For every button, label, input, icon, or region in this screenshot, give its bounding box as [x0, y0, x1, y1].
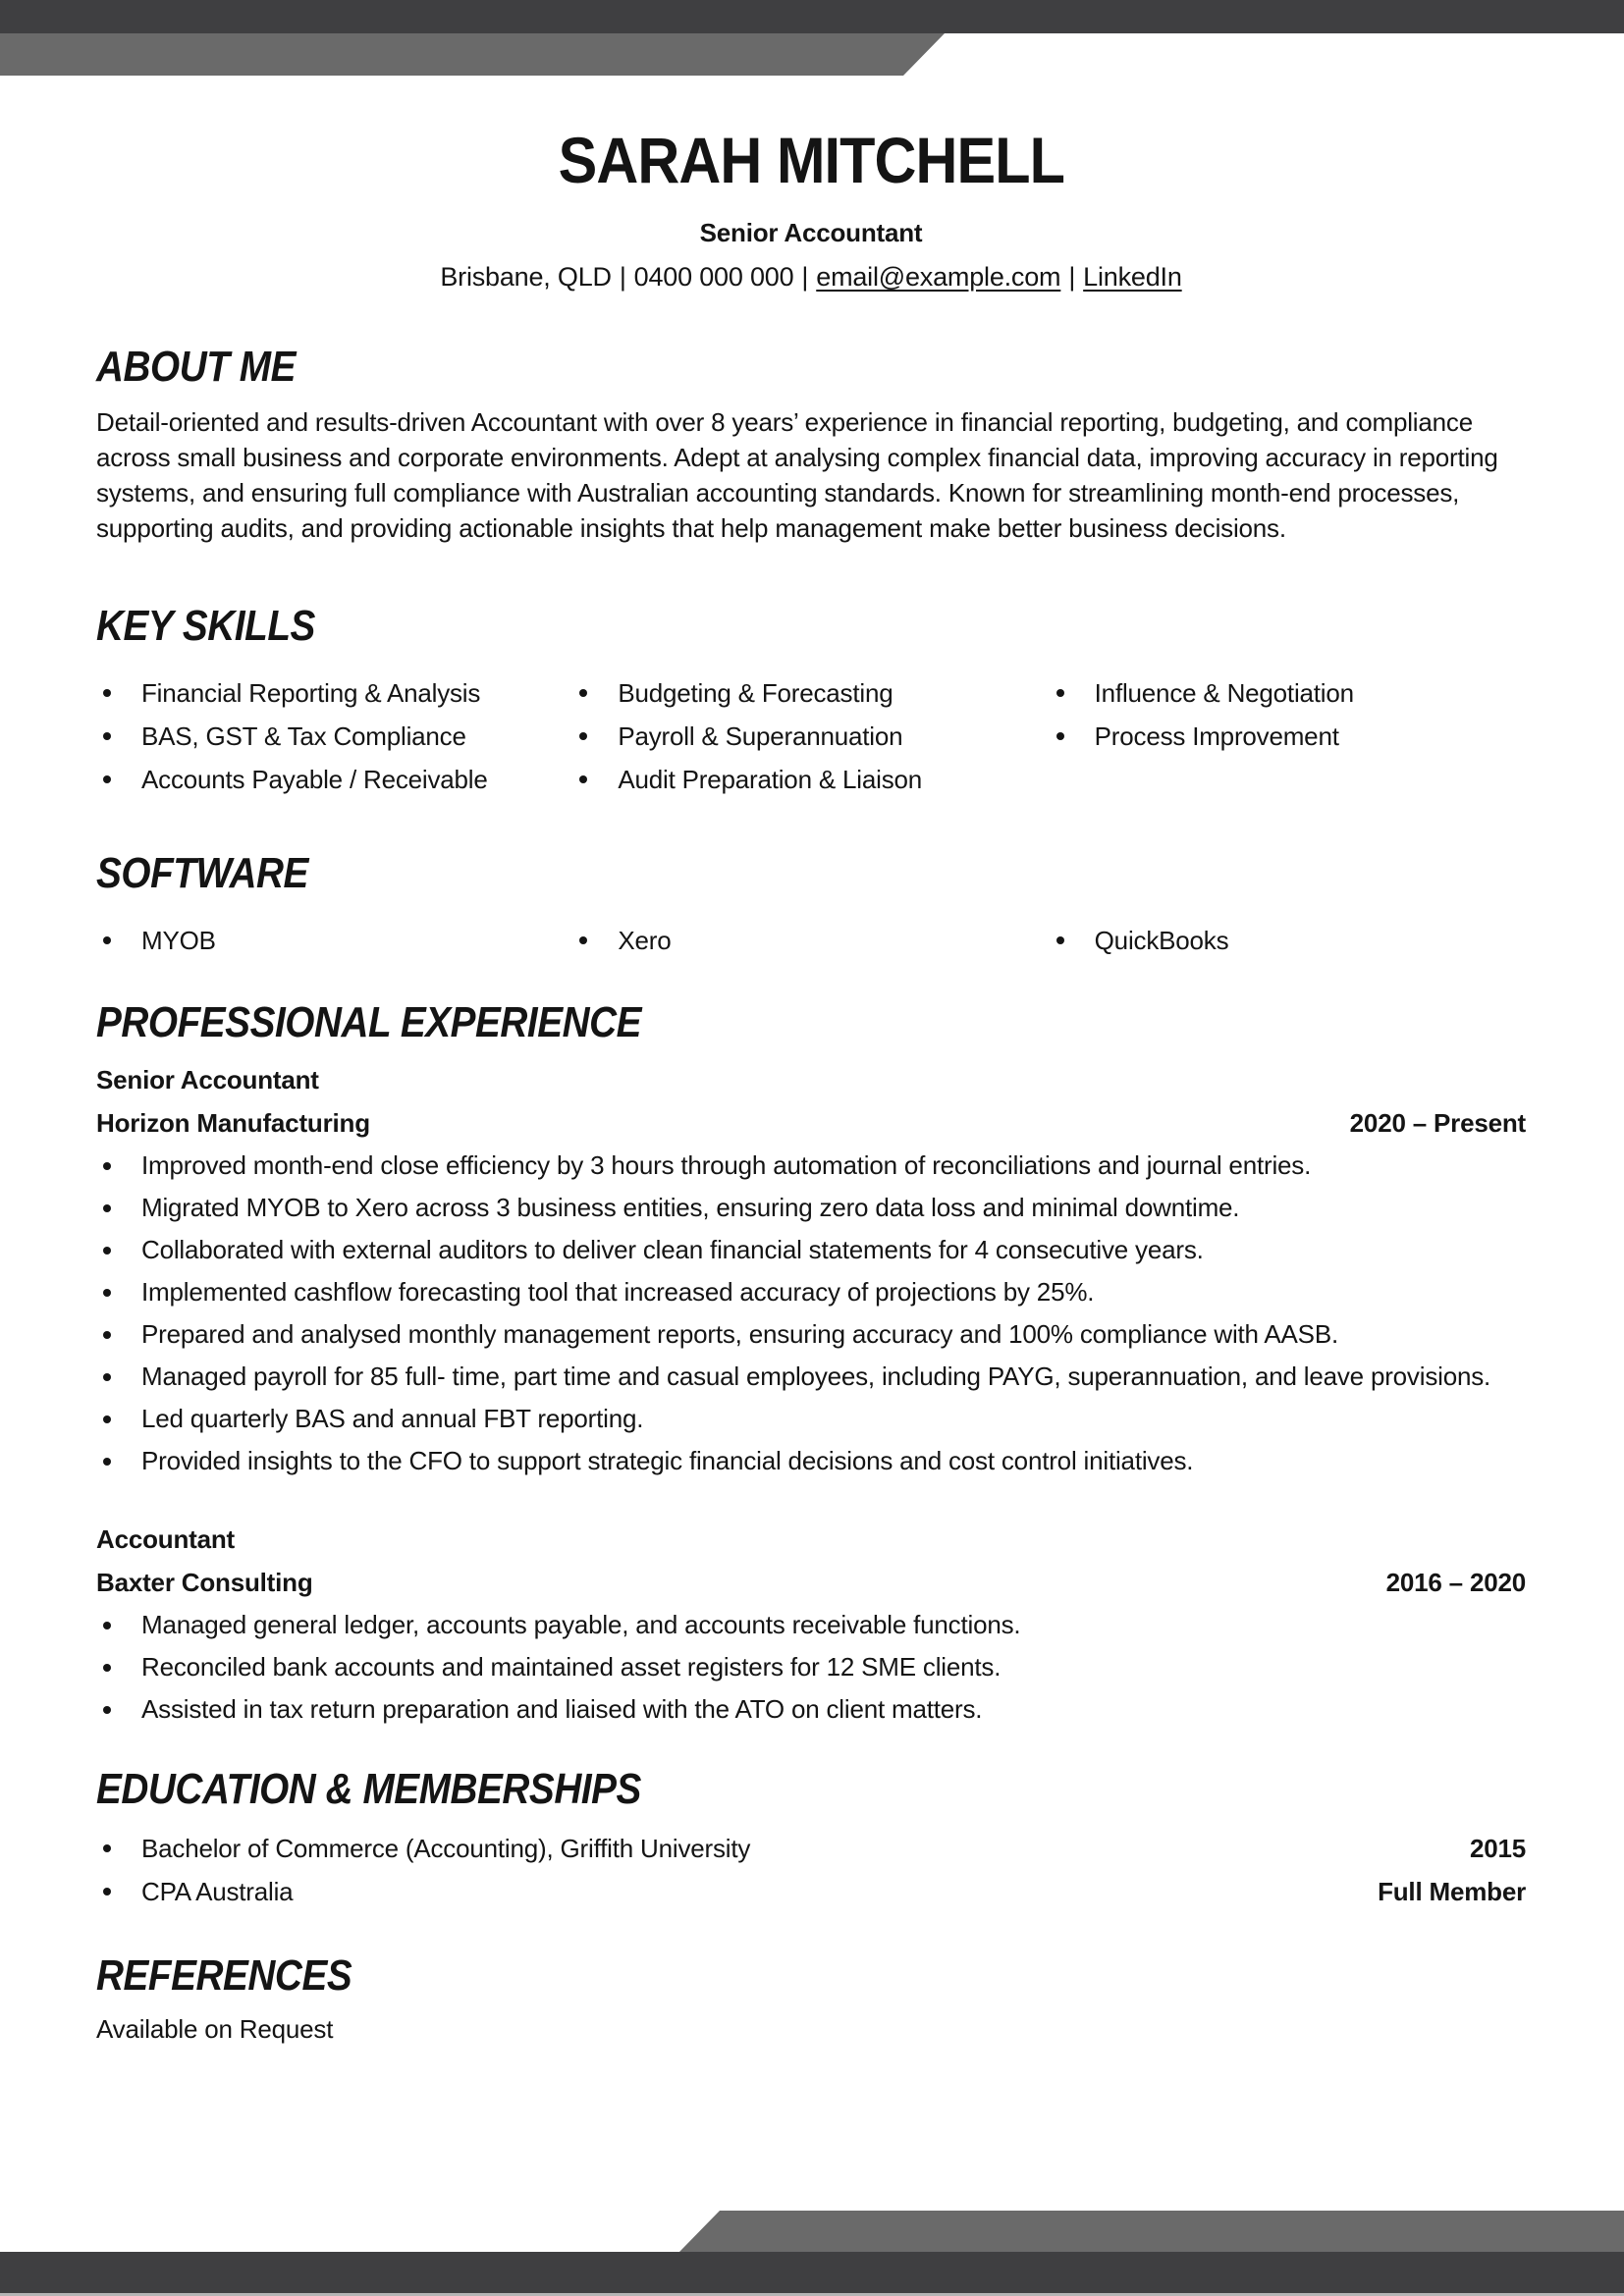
skill-label: Influence & Negotiation [1094, 678, 1354, 708]
skill-item [572, 671, 1049, 715]
bullet-gutter [96, 715, 141, 740]
bullet-icon [579, 936, 587, 944]
education-label: Bachelor of Commerce (Accounting), Griffith University [141, 1834, 751, 1863]
section-heading-about-text: ABOUT ME [96, 343, 296, 391]
bullet-icon [103, 1458, 111, 1466]
job-bullet-item [96, 1398, 1526, 1440]
skill-label: Financial Reporting & Analysis [141, 678, 481, 708]
job-title: Senior Accountant [96, 1065, 319, 1095]
job-entry-2 [96, 1518, 1526, 1731]
skill-label: Payroll & Superannuation [618, 721, 903, 751]
skill-label: Process Improvement [1094, 721, 1339, 751]
job-bullet-item [96, 1271, 1526, 1313]
job-company: Baxter Consulting [96, 1568, 313, 1597]
bullet-gutter [96, 758, 141, 783]
skill-label: BAS, GST & Tax Compliance [141, 721, 466, 751]
job-bullet-item [96, 1688, 1526, 1731]
section-heading-experience [96, 999, 1526, 1046]
bullet-icon [1056, 732, 1064, 740]
contact-separator: | [801, 262, 809, 292]
job-bullet-item [96, 1646, 1526, 1688]
job-bullet-text: Managed payroll for 85 full- time, part time and casual employees, including PAYG, superannuation, and leave provisions. [141, 1362, 1491, 1391]
section-heading-software [96, 850, 1526, 897]
skill-item [572, 758, 1049, 801]
candidate-name-text: SARAH MITCHELL [558, 124, 1064, 196]
skill-label: Accounts Payable / Receivable [141, 765, 488, 794]
education-item [96, 1827, 1526, 1870]
software-column-2 [572, 919, 1049, 962]
bullet-icon [103, 1331, 111, 1339]
bullet-gutter [96, 1145, 141, 1170]
job-bullet-item [96, 1145, 1526, 1187]
job-bullet-text: Managed general ledger, accounts payable, and accounts receivable functions. [141, 1610, 1021, 1639]
bullet-icon [1056, 689, 1064, 697]
bullet-gutter [96, 1646, 141, 1672]
bullet-gutter [96, 919, 141, 944]
section-professional-experience [96, 999, 1526, 1731]
bullet-icon [103, 936, 111, 944]
job-bullet-text: Reconciled bank accounts and maintained asset registers for 12 SME clients. [141, 1652, 1001, 1682]
bullet-gutter [96, 1398, 141, 1423]
contact-phone: 0400 000 000 [633, 262, 794, 292]
resume-content [96, 0, 1526, 2047]
bullet-gutter [572, 671, 618, 697]
job-bullet-text: Led quarterly BAS and annual FBT reporting. [141, 1404, 644, 1433]
job-bullet-text: Implemented cashflow forecasting tool that increased accuracy of projections by 25%. [141, 1277, 1095, 1307]
bullet-icon [103, 775, 111, 783]
bullet-icon [103, 1706, 111, 1714]
software-item [1050, 919, 1526, 962]
contact-separator: | [1068, 262, 1076, 292]
bullet-gutter [96, 1604, 141, 1629]
bullet-icon [1056, 936, 1064, 944]
bottom-gray-band [0, 2211, 1624, 2252]
job-bullet-text: Prepared and analysed monthly management reports, ensuring accuracy and 100% compliance with AASB. [141, 1319, 1338, 1349]
skill-item [572, 715, 1049, 758]
skill-item [1050, 671, 1526, 715]
job-bullet-item [96, 1187, 1526, 1229]
section-heading-key-skills-text: KEY SKILLS [96, 602, 315, 650]
bullet-icon [579, 775, 587, 783]
job-company-line [96, 1561, 1526, 1604]
job-company-line [96, 1101, 1526, 1145]
bullet-gutter [96, 1440, 141, 1466]
candidate-name [96, 124, 1526, 196]
software-item [96, 919, 572, 962]
job-bullet-text: Migrated MYOB to Xero across 3 business entities, ensuring zero data loss and minimal downtime. [141, 1193, 1240, 1222]
contact-linkedin-link[interactable]: LinkedIn [1083, 262, 1182, 292]
section-heading-education-text: EDUCATION & MEMBERSHIPS [96, 1765, 641, 1813]
contact-email-link[interactable]: email@example.com [816, 262, 1061, 292]
skill-label: Audit Preparation & Liaison [618, 765, 923, 794]
section-heading-about [96, 344, 1526, 391]
bullet-icon [103, 1162, 111, 1170]
bullet-gutter [1050, 919, 1095, 944]
job-bullet-text: Provided insights to the CFO to support strategic financial decisions and cost control initiatives. [141, 1446, 1194, 1475]
skill-item [96, 671, 572, 715]
bullet-gutter [96, 1870, 141, 1896]
candidate-title: Senior Accountant [699, 218, 923, 247]
job-bullet-list [96, 1145, 1526, 1482]
section-heading-key-skills [96, 603, 1526, 650]
job-entry-1 [96, 1058, 1526, 1482]
bullet-icon [103, 1415, 111, 1423]
job-dates: 2020 – Present [1349, 1108, 1526, 1138]
job-bullet-text: Collaborated with external auditors to deliver clean financial statements for 4 consecutive years. [141, 1235, 1204, 1264]
references-text: Available on Request [96, 2014, 334, 2044]
skill-item [1050, 715, 1526, 758]
bullet-gutter [96, 1313, 141, 1339]
bullet-icon [103, 1373, 111, 1381]
education-label: CPA Australia [141, 1877, 294, 1906]
job-bullet-text: Assisted in tax return preparation and liaised with the ATO on client matters. [141, 1694, 983, 1724]
bullet-gutter [572, 919, 618, 944]
bullet-gutter [96, 1827, 141, 1852]
bullet-gutter [96, 1356, 141, 1381]
education-value: Full Member [1378, 1877, 1526, 1906]
bullet-gutter [96, 1229, 141, 1255]
bullet-icon [579, 732, 587, 740]
job-bullet-list [96, 1604, 1526, 1731]
education-list [96, 1827, 1526, 1913]
section-heading-references-text: REFERENCES [96, 1951, 352, 2000]
bullet-gutter [1050, 715, 1095, 740]
bullet-gutter [96, 1187, 141, 1212]
job-bullet-text: Improved month-end close efficiency by 3 hours through automation of reconciliations and journal entries. [141, 1150, 1312, 1180]
skills-column-3 [1050, 671, 1526, 801]
job-bullet-item [96, 1313, 1526, 1356]
bullet-gutter [96, 1688, 141, 1714]
job-company: Horizon Manufacturing [96, 1108, 370, 1138]
job-dates: 2016 – 2020 [1385, 1568, 1526, 1597]
job-bullet-item [96, 1440, 1526, 1482]
bullet-icon [103, 1664, 111, 1672]
bullet-gutter [572, 715, 618, 740]
contact-location: Brisbane, QLD [440, 262, 612, 292]
bullet-gutter [1050, 671, 1095, 697]
skills-column-2 [572, 671, 1049, 801]
section-heading-education [96, 1766, 1526, 1813]
software-label: Xero [618, 926, 672, 955]
job-bullet-item [96, 1356, 1526, 1398]
bullet-gutter [96, 1271, 141, 1297]
bullet-icon [103, 689, 111, 697]
job-bullet-item [96, 1604, 1526, 1646]
software-label: QuickBooks [1094, 926, 1229, 955]
bullet-icon [103, 1622, 111, 1629]
software-grid [96, 919, 1526, 962]
skills-column-1 [96, 671, 572, 801]
contact-line [96, 261, 1526, 293]
bullet-icon [103, 1289, 111, 1297]
education-value: 2015 [1469, 1834, 1526, 1863]
section-heading-experience-text: PROFESSIONAL EXPERIENCE [96, 998, 642, 1046]
bullet-gutter [96, 671, 141, 697]
bullet-gutter [572, 758, 618, 783]
software-column-1 [96, 919, 572, 962]
education-item [96, 1870, 1526, 1913]
job-title: Accountant [96, 1524, 236, 1554]
skill-label: Budgeting & Forecasting [618, 678, 893, 708]
contact-separator: | [619, 262, 626, 292]
bullet-icon [103, 1888, 111, 1896]
bottom-dark-band [0, 2252, 1624, 2293]
software-column-3 [1050, 919, 1526, 962]
section-heading-references [96, 1952, 1526, 2000]
section-education-memberships [96, 1766, 1526, 1913]
job-bullet-item [96, 1229, 1526, 1271]
bullet-icon [579, 689, 587, 697]
section-references [96, 1952, 1526, 2047]
about-text: Detail-oriented and results-driven Accountant with over 8 years’ experience in financial reporting, budgeting, and compliance across small business and corporate environments. Adept at analysing complex financial data, improving accuracy in reporting systems, and ensuring full compliance with Australian accounting standards. Known for streamlining month-end processes, supporting audits, and providing actionable insights that help management make better business decisions. [96, 407, 1498, 543]
section-about [96, 344, 1526, 546]
skill-item [96, 758, 572, 801]
software-label: MYOB [141, 926, 216, 955]
section-software [96, 850, 1526, 962]
section-heading-software-text: SOFTWARE [96, 849, 308, 897]
skill-item [96, 715, 572, 758]
section-key-skills [96, 603, 1526, 801]
skills-grid [96, 671, 1526, 801]
bullet-icon [103, 1844, 111, 1852]
bullet-icon [103, 1247, 111, 1255]
bullet-icon [103, 732, 111, 740]
software-item [572, 919, 1049, 962]
bullet-icon [103, 1204, 111, 1212]
